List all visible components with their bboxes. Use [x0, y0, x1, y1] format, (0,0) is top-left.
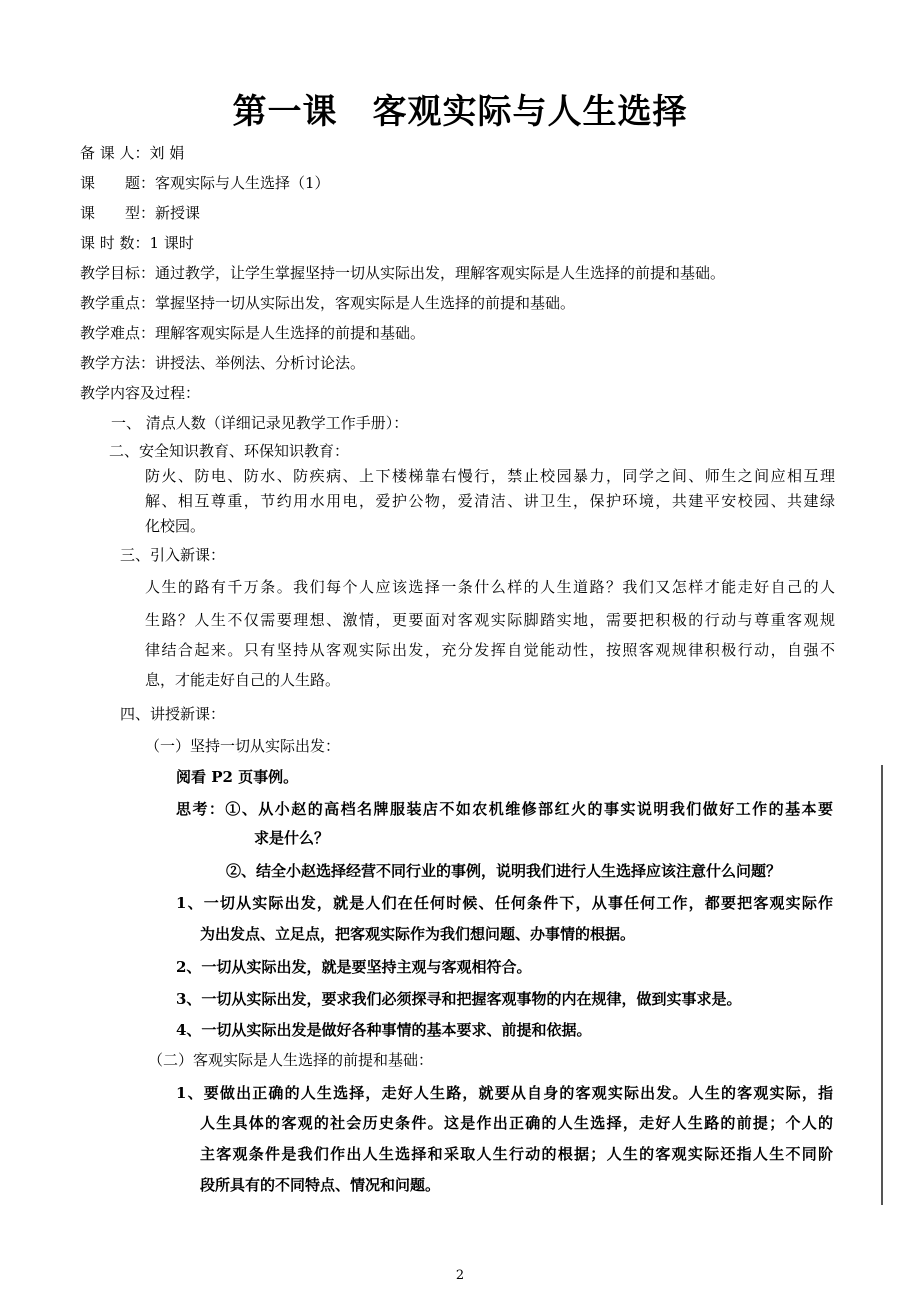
- subsection-2-heading: （二）客观实际是人生选择的前提和基础：: [148, 1051, 434, 1069]
- teaching-method-line: 教学方法：讲授法、举例法、分析讨论法。: [80, 354, 366, 372]
- point-1: 1、一切从实际出发，就是人们在任何时候、任何条件下，从事任何工作，都要把客观实际作: [176, 894, 833, 912]
- reading-instruction: 阅看 P2 页事例。: [176, 768, 299, 786]
- page-title: 第一课 客观实际与人生选择: [232, 92, 688, 132]
- think-question-2: ②、结全小赵选择经营不同行业的事例，说明我们进行人生选择应该注意什么问题？: [226, 862, 782, 880]
- section-3-line: 律结合起来。只有坚持从客观实际出发，充分发挥自觉能动性，按照客观规律积极行动，自强不: [145, 641, 835, 659]
- section-3-heading: 三、引入新课：: [120, 546, 226, 564]
- section-2-line: 防火、防电、防水、防疾病、上下楼梯靠右慢行，禁止校园暴力，同学之间、师生之间应相互理: [145, 467, 835, 485]
- section-3-line: 人生的路有千万条。我们每个人应该选择一条什么样的人生道路？我们又怎样才能走好自己的人: [145, 578, 835, 596]
- section-3-line: 生路？人生不仅需要理想、激情，更要面对客观实际脚踏实地，需要把积极的行动与尊重客观规: [145, 611, 835, 629]
- preparer-line: 备 课 人：刘 娟: [80, 144, 185, 162]
- think-question-1-cont: 求是什么？: [254, 829, 330, 847]
- section-2-line: 化校园。: [145, 517, 206, 535]
- teaching-process-line: 教学内容及过程：: [80, 384, 201, 402]
- subsection-2-line: 人生具体的客观的社会历史条件。这是作出正确的人生选择，走好人生路的前提；个人的: [200, 1114, 833, 1132]
- subsection-1-heading: （一）坚持一切从实际出发：: [145, 737, 341, 755]
- teaching-key-line: 教学重点：掌握坚持一切从实际出发，客观实际是人生选择的前提和基础。: [80, 294, 576, 312]
- subsection-2-line: 段所具有的不同特点、情况和问题。: [200, 1176, 441, 1194]
- subsection-2-line: 主客观条件是我们作出人生选择和采取人生行动的根据；人生的客观实际还指人生不同阶: [200, 1145, 833, 1163]
- think-question-1: 思考：①、从小赵的高档名牌服装店不如农机维修部红火的事实说明我们做好工作的基本要: [176, 800, 833, 818]
- lesson-type-line: 课 型：新授课: [80, 204, 201, 222]
- point-2: 2、一切从实际出发，就是要坚持主观与客观相符合。: [176, 958, 532, 976]
- point-3: 3、一切从实际出发，要求我们必须探寻和把握客观事物的内在规律，做到实事求是。: [176, 990, 742, 1008]
- subsection-2-line: 1、要做出正确的人生选择，走好人生路，就要从自身的客观实际出发。人生的客观实际，指: [176, 1084, 833, 1102]
- section-3-line: 息，才能走好自己的人生路。: [145, 671, 341, 689]
- section-1-heading: 一、 清点人数（详细记录见教学工作手册）：: [111, 414, 409, 432]
- topic-line: 课 题：客观实际与人生选择（1）: [80, 174, 330, 192]
- point-1-cont: 为出发点、立足点，把客观实际作为我们想问题、办事情的根据。: [200, 925, 636, 943]
- teaching-goal-line: 教学目标：通过教学，让学生掌握坚持一切从实际出发，理解客观实际是人生选择的前提和基础。: [80, 264, 726, 282]
- section-4-heading: 四、讲授新课：: [120, 705, 226, 723]
- page-number: 2: [455, 1268, 465, 1283]
- section-2-heading: 二、安全知识教育、环保知识教育：: [109, 442, 350, 460]
- point-4: 4、一切从实际出发是做好各种事情的基本要求、前提和依据。: [176, 1021, 592, 1039]
- margin-rule-line: [881, 765, 883, 1205]
- teaching-difficulty-line: 教学难点：理解客观实际是人生选择的前提和基础。: [80, 324, 426, 342]
- section-2-line: 解、相互尊重，节约用水用电，爱护公物，爱清洁、讲卫生，保护环境，共建平安校园、共建绿: [145, 492, 835, 510]
- class-hours-line: 课 时 数：1 课时: [80, 234, 194, 252]
